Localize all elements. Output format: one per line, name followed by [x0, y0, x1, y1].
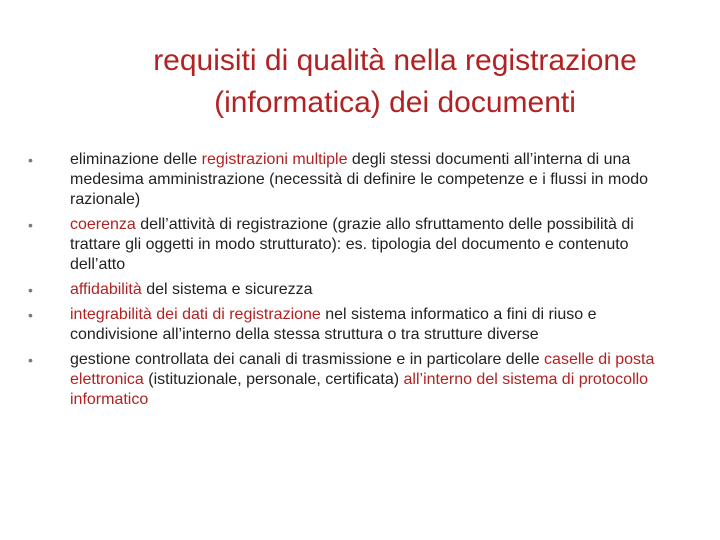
bullet-text-part: gestione controllata dei canali di trasmissione e in particolare delle: [70, 351, 545, 368]
bullet-text: [70, 216, 634, 273]
slide-title: [95, 40, 695, 124]
slide-title-line-1: requisiti di qualità nella registrazione: [153, 44, 637, 77]
bullet-item: [28, 150, 688, 210]
bullet-text-part: eliminazione delle: [70, 151, 202, 168]
bullet-text: [70, 281, 313, 298]
bullet-item: [28, 350, 688, 410]
bullet-dot-icon: •: [28, 152, 33, 168]
bullet-text-part: dell’attività di registrazione (grazie allo sfruttamento delle possibilità di trattare gli oggetti in modo strutturato): es. tipologia del documento e contenuto dell’atto: [70, 216, 634, 273]
bullet-text-part: nel sistema informatico a fini di riuso e condivisione all’interno della stessa struttura o tra strutture diverse: [70, 306, 597, 343]
slide-title-line-2: (informatica) dei documenti: [214, 86, 576, 119]
bullet-list: [28, 150, 688, 415]
bullet-text-part: del sistema e sicurezza: [141, 281, 313, 298]
bullet-highlight: all’interno del sistema di protocollo informatico: [70, 371, 649, 408]
bullet-dot-icon: •: [28, 352, 33, 368]
bullet-highlight: coerenza: [70, 216, 136, 233]
bullet-highlight: registrazioni multiple: [201, 151, 348, 168]
bullet-item: [28, 305, 688, 345]
bullet-item: [28, 280, 688, 300]
bullet-text: [70, 306, 596, 343]
bullet-highlight: integrabilità dei dati di registrazione: [70, 306, 321, 323]
bullet-highlight: caselle di posta elettronica: [70, 351, 655, 388]
bullet-text: [70, 151, 648, 208]
bullet-item: [28, 215, 688, 275]
bullet-highlight: affidabilità: [70, 281, 142, 298]
bullet-text-part: degli stessi documenti all’interna di una medesima amministrazione (necessità di definire le competenze e i flussi in modo razionale): [70, 151, 649, 208]
bullet-text: [70, 351, 654, 408]
bullet-dot-icon: •: [28, 282, 33, 298]
bullet-text-part: (istituzionale, personale, certificata): [143, 371, 404, 388]
bullet-dot-icon: •: [28, 217, 33, 233]
bullet-dot-icon: •: [28, 307, 33, 323]
